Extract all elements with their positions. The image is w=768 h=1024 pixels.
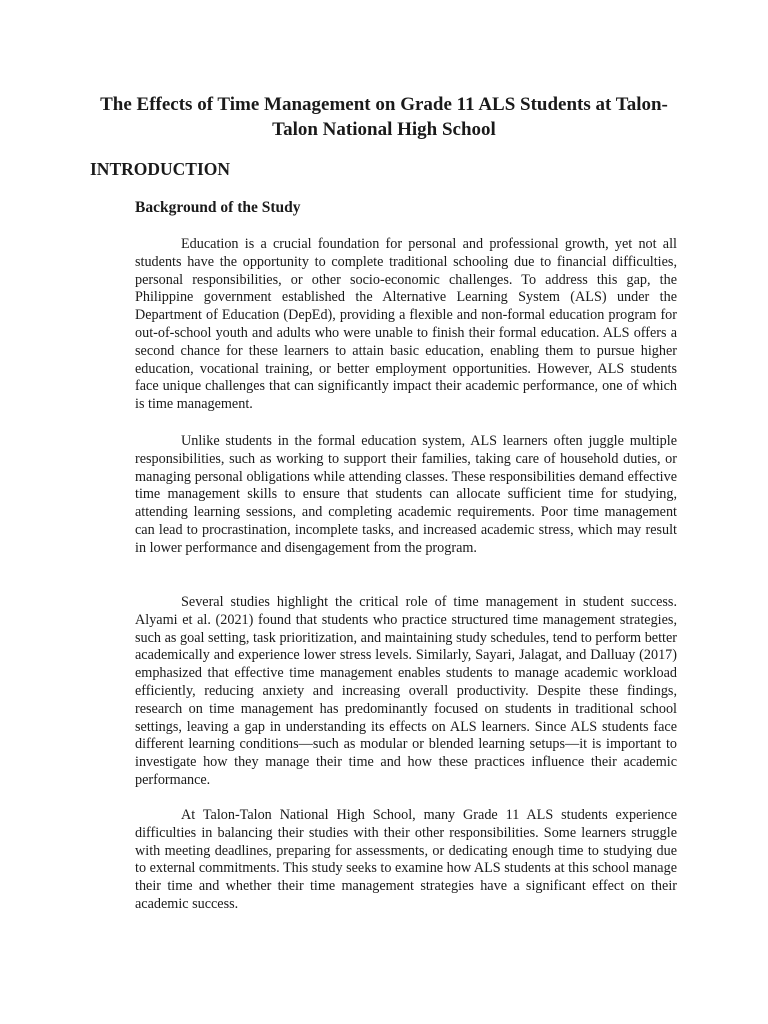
paragraph-4: At Talon-Talon National High School, many Grade 11 ALS students experience difficulties in balancing their studies with their other responsibilities. Some learners struggle with meeting deadlines, preparing for assessments, or dedicating enough time to studying due to external commitments. This study seeks to examine how ALS students at this school manage their time and whether their time management strategies have a significant effect on their academic success. [135, 807, 677, 912]
document-title: The Effects of Time Management on Grade 11 ALS Students at Talon-Talon National High School [100, 94, 668, 140]
paragraph-1: Education is a crucial foundation for personal and professional growth, yet not all students have the opportunity to complete traditional schooling due to financial difficulties, personal responsibilities, or other socio-economic challenges. To address this gap, the Philippine government established the Alternative Learning System (ALS) under the Department of Education (DepEd), providing a flexible and non-formal education program for out-of-school youth and adults who were unable to finish their formal education. ALS offers a second chance for these learners to attain basic education, enabling them to pursue higher education, vocational training, or better employment opportunities. However, ALS students face unique challenges that can significantly impact their academic performance, one of which is time management. [135, 236, 677, 413]
sub-heading-background: Background of the Study [135, 199, 301, 216]
paragraph-3: Several studies highlight the critical role of time management in student success. Alyami et al. (2021) found that students who practice structured time management strategies, such as goal setting, task prioritization, and maintaining study schedules, tend to perform better academically and experience lower stress levels. Similarly, Sayari, Jalagat, and Dalluay (2017) emphasized that effective time management enables students to manage academic workload efficiently, reducing anxiety and increasing overall productivity. Despite these findings, research on time management has predominantly focused on students in traditional school settings, leaving a gap in understanding its effects on ALS learners. Since ALS students face different learning conditions—such as modular or blended learning setups—it is important to investigate how they manage their time and how these practices influence their academic performance. [135, 594, 677, 788]
paragraph-2: Unlike students in the formal education system, ALS learners often juggle multiple responsibilities, such as working to support their families, taking care of household duties, or managing personal obligations while attending classes. These responsibilities demand effective time management skills to ensure that students can allocate sufficient time for studying, attending learning sessions, and completing academic requirements. Poor time management can lead to procrastination, incomplete tasks, and increased academic stress, which may result in lower performance and disengagement from the program. [135, 433, 677, 556]
section-heading-introduction: INTRODUCTION [90, 159, 231, 179]
